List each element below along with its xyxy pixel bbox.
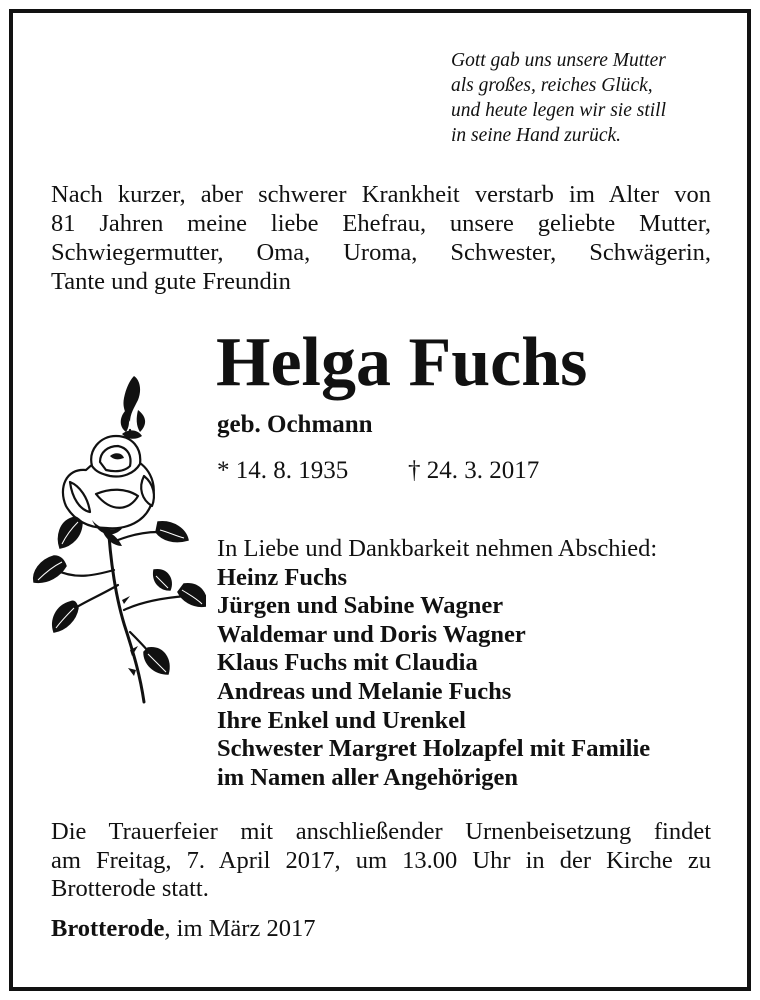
intro-paragraph: [51, 180, 711, 296]
rose-icon: [26, 370, 206, 710]
intro-line: Schwiegermutter, Oma, Uroma, Schwester, Schwägerin,: [51, 239, 711, 266]
mourner-name: Schwester Margret Holzapfel mit Familie: [217, 735, 651, 763]
mourners-list: [217, 564, 737, 793]
closing-date: , im März 2017: [164, 915, 316, 942]
poem-line: als großes, reiches Glück,: [451, 75, 653, 96]
mourner-name: im Namen aller Angehörigen: [217, 763, 519, 791]
intro-line: Nach kurzer, aber schwerer Krankheit verstarb im Alter von: [51, 181, 711, 208]
poem-line: und heute legen wir sie still: [451, 100, 667, 121]
death-date: † 24. 3. 2017: [408, 457, 540, 484]
mourner-name: Waldemar und Doris Wagner: [217, 620, 526, 648]
poem-line: Gott gab uns unsere Mutter: [451, 50, 666, 71]
birth-date: * 14. 8. 1935: [217, 457, 349, 484]
mourner-name: Klaus Fuchs mit Claudia: [217, 649, 478, 677]
mourners-lead: In Liebe und Dankbarkeit nehmen Abschied:: [217, 535, 658, 562]
mourner-name: Heinz Fuchs: [217, 563, 347, 591]
life-dates: [217, 455, 540, 487]
mourners-block: [217, 535, 737, 792]
ceremony-line: Brotterode statt.: [51, 875, 209, 903]
mourner-name: Jürgen und Sabine Wagner: [217, 592, 504, 620]
mourner-name: Ihre Enkel und Urenkel: [217, 706, 466, 734]
intro-line: Tante und gute Freundin: [51, 268, 291, 295]
mourner-name: Andreas und Melanie Fuchs: [217, 677, 512, 705]
ceremony-line: Die Trauerfeier mit anschließender Urnenbeisetzung findet: [51, 818, 711, 845]
ceremony-line: am Freitag, 7. April 2017, um 13.00 Uhr in der Kirche zu: [51, 846, 711, 874]
place-name: Brotterode: [51, 915, 165, 942]
maiden-name: geb. Ochmann: [217, 411, 373, 438]
memorial-poem: [451, 48, 731, 148]
ceremony-paragraph: [51, 818, 711, 904]
intro-line: 81 Jahren meine liebe Ehefrau, unsere geliebte Mutter,: [51, 210, 711, 237]
place-date: [51, 914, 315, 944]
deceased-name: Helga Fuchs: [216, 324, 588, 401]
poem-line: in seine Hand zurück.: [451, 125, 622, 146]
